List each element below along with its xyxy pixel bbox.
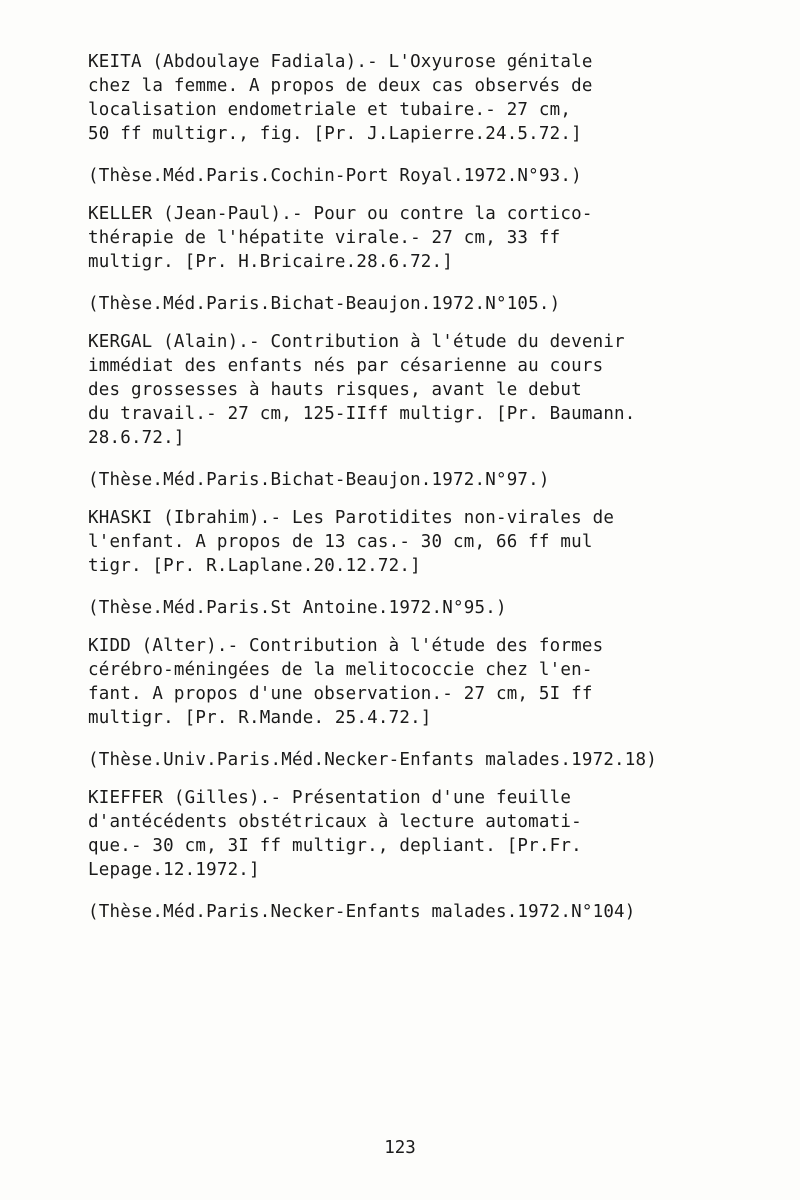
entry-line: KELLER (Jean-Paul).- Pour ou contre la cortico- — [88, 204, 593, 224]
entry-line: des grossesses à hauts risques, avant le debut — [88, 380, 582, 400]
entry-line: d'antécédents obstétricaux à lecture automati- — [88, 812, 582, 832]
entry-thesis-note: (Thèse.Méd.Paris.Bichat-Beaujon.1972.N°97.) — [88, 470, 550, 490]
entry-line: l'enfant. A propos de 13 cas.- 30 cm, 66 ff mul — [88, 532, 593, 552]
entry-line: thérapie de l'hépatite virale.- 27 cm, 33 ff — [88, 228, 561, 248]
entry-line: que.- 30 cm, 3I ff multigr., depliant. [Pr.Fr. — [88, 836, 582, 856]
entry-thesis-note: (Thèse.Méd.Paris.St Antoine.1972.N°95.) — [88, 598, 507, 618]
entry-line: multigr. [Pr. R.Mande. 25.4.72.] — [88, 708, 432, 728]
entry-keller — [88, 202, 738, 316]
entry-line: 50 ff multigr., fig. [Pr. J.Lapierre.24.5.72.] — [88, 124, 582, 144]
entry-line: KEITA (Abdoulaye Fadiala).- L'Oxyurose génitale — [88, 52, 593, 72]
entry-line: KIEFFER (Gilles).- Présentation d'une feuille — [88, 788, 572, 808]
entry-kieffer — [88, 786, 738, 924]
entry-keita — [88, 50, 738, 188]
page-number: 123 — [384, 1138, 416, 1158]
entry-line: du travail.- 27 cm, 125-IIff multigr. [Pr. Baumann. — [88, 404, 636, 424]
entry-line: KHASKI (Ibrahim).- Les Parotidites non-virales de — [88, 508, 615, 528]
entry-thesis-note: (Thèse.Méd.Paris.Cochin-Port Royal.1972.N°93.) — [88, 166, 582, 186]
entry-line: KERGAL (Alain).- Contribution à l'étude du devenir — [88, 332, 625, 352]
entry-line: tigr. [Pr. R.Laplane.20.12.72.] — [88, 556, 421, 576]
entry-line: chez la femme. A propos de deux cas observés de — [88, 76, 593, 96]
bibliography-entries — [88, 50, 738, 924]
entry-line: KIDD (Alter).- Contribution à l'étude des formes — [88, 636, 604, 656]
entry-thesis-note: (Thèse.Univ.Paris.Méd.Necker-Enfants malades.1972.18) — [88, 750, 658, 770]
entry-thesis-note: (Thèse.Méd.Paris.Necker-Enfants malades.1972.N°104) — [88, 902, 636, 922]
entry-line: Lepage.12.1972.] — [88, 860, 260, 880]
entry-khaski — [88, 506, 738, 620]
entry-kergal — [88, 330, 738, 492]
entry-kidd — [88, 634, 738, 772]
entry-line: 28.6.72.] — [88, 428, 185, 448]
entry-line: immédiat des enfants nés par césarienne au cours — [88, 356, 604, 376]
entry-line: cérébro-méningées de la melitococcie chez l'en- — [88, 660, 593, 680]
entry-line: multigr. [Pr. H.Bricaire.28.6.72.] — [88, 252, 454, 272]
entry-thesis-note: (Thèse.Méd.Paris.Bichat-Beaujon.1972.N°105.) — [88, 294, 561, 314]
entry-line: localisation endometriale et tubaire.- 27 cm, — [88, 100, 572, 120]
entry-line: fant. A propos d'une observation.- 27 cm, 5I ff — [88, 684, 593, 704]
